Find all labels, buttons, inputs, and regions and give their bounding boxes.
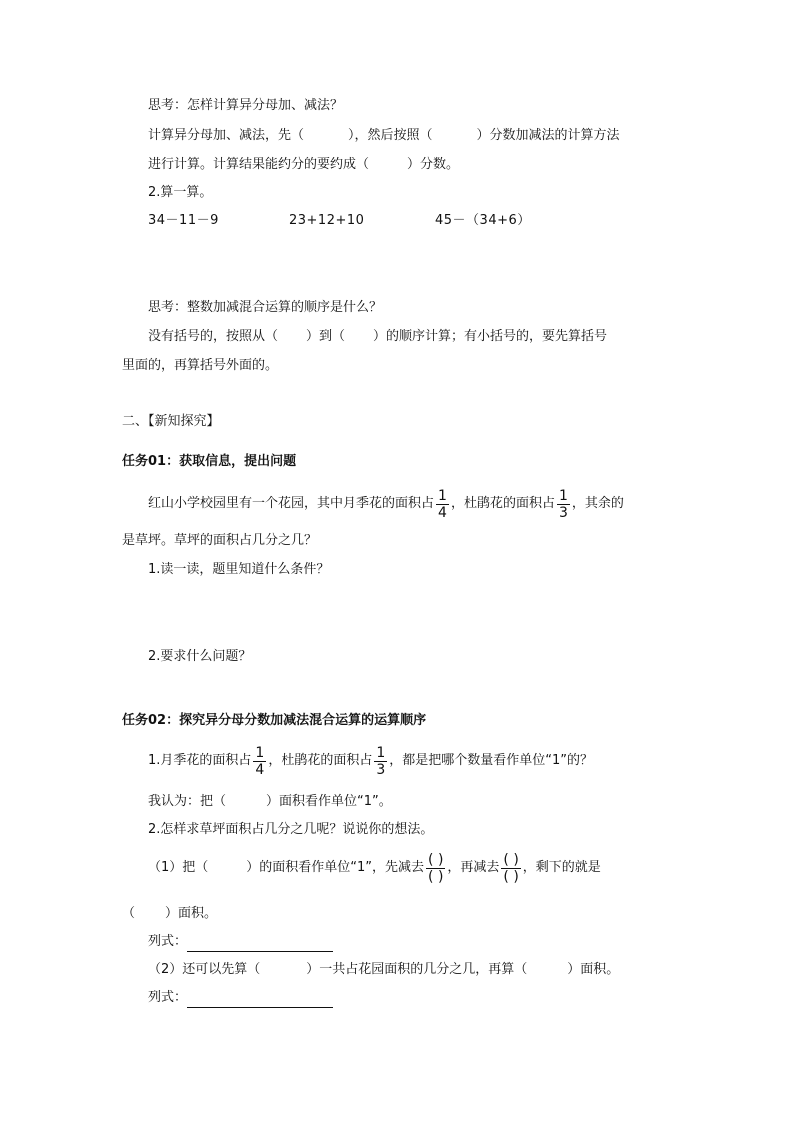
- m1-a: （1）把（: [148, 860, 209, 875]
- m1-c: ，再减去: [447, 860, 500, 875]
- blank-fraction[interactable]: [426, 852, 445, 885]
- fraction-third: [557, 488, 570, 521]
- formula-2: [148, 988, 333, 1008]
- think2-text-a: 没有括号的，按照从（: [148, 329, 279, 344]
- blank-fraction[interactable]: [501, 852, 520, 885]
- task2-q1-c: ，都是把哪个数量看作单位“1”的？: [389, 753, 594, 768]
- m2-b: ）一共占花园面积的几分之几，再算（: [306, 962, 528, 977]
- task2-ans-b: ）面积看作单位“1”。: [266, 794, 392, 809]
- method1-line2: [122, 904, 217, 924]
- think1-line2: [148, 155, 459, 175]
- fraction-numerator: 1: [376, 744, 386, 761]
- task1-q1: 1.读一读，题里知道什么条件？: [148, 562, 330, 577]
- think2-text-c: ）的顺序计算；有小括号的，要先算括号: [373, 329, 608, 344]
- fraction-quarter: [253, 745, 266, 778]
- blank-denominator: ( ): [503, 868, 519, 885]
- fraction-denominator: 4: [255, 761, 265, 778]
- m1-e: （: [122, 906, 136, 921]
- think1-text-b: ），然后按照（: [348, 128, 433, 143]
- blank-denominator: ( ): [428, 868, 444, 885]
- m1-d: ，剩下的就是: [522, 860, 601, 875]
- method2-line: [148, 960, 619, 980]
- think2-title: 思考：整数加减混合运算的顺序是什么？: [148, 300, 383, 315]
- m1-f: ）面积。: [165, 906, 218, 921]
- task2-q2: 2.怎样求草坪面积占几分之几呢？说说你的想法。: [148, 822, 434, 837]
- think2-line1: [148, 327, 607, 347]
- task2-answer: [148, 792, 392, 812]
- expr-2: 23+12+10: [289, 213, 365, 228]
- task2-q1-a: 1.月季花的面积占: [148, 753, 252, 768]
- formula-1: [148, 932, 333, 952]
- think2-line2: 里面的，再算括号外面的。: [122, 358, 279, 373]
- task1-text-line2: 是草坪。草坪的面积占几分之几？: [122, 533, 318, 548]
- task2-title: 任务02：探究异分母分数加减法混合运算的运算顺序: [122, 713, 427, 728]
- fraction-denominator: 3: [558, 504, 568, 521]
- blank-numerator: ( ): [428, 851, 444, 868]
- task1-title: 任务01：获取信息，提出问题: [122, 454, 297, 469]
- task1-text: [148, 484, 624, 524]
- think1-title: 思考：怎样计算异分母加、减法？: [148, 98, 344, 113]
- task2-q1-b: ，杜鹃花的面积占: [268, 753, 373, 768]
- think1-text-e: ）分数。: [407, 157, 460, 172]
- think1-text-d: 进行计算。计算结果能约分的要约成（: [148, 157, 370, 172]
- q2-title: 2.算一算。: [148, 185, 213, 200]
- task2-ans-a: 我认为：把（: [148, 794, 227, 809]
- think2-text-b: ）到（: [306, 329, 346, 344]
- fraction-denominator: 3: [376, 761, 386, 778]
- think1-text-a: 计算异分母加、减法，先（: [148, 128, 305, 143]
- formula-label: 列式：: [148, 934, 188, 949]
- blank-numerator: ( ): [503, 851, 519, 868]
- m2-a: （2）还可以先算（: [148, 962, 261, 977]
- think1-line1: [148, 126, 620, 146]
- fraction-third: [374, 745, 387, 778]
- fraction-numerator: 1: [558, 487, 568, 504]
- m1-b: ）的面积看作单位“1”，先减去: [246, 860, 425, 875]
- task2-q1: [148, 741, 593, 781]
- task1-text-b: ，杜鹃花的面积占: [450, 496, 555, 511]
- formula-label: 列式：: [148, 990, 188, 1005]
- formula-answer-line[interactable]: [187, 939, 333, 952]
- fraction-quarter: [436, 488, 449, 521]
- task1-q2: 2.要求什么问题？: [148, 649, 252, 664]
- task1-text-c: ，其余的: [571, 496, 624, 511]
- expr-3: 45－（34+6）: [435, 213, 531, 228]
- fraction-numerator: 1: [255, 744, 265, 761]
- section2-heading: 二、【新知探究】: [122, 414, 220, 429]
- think1-text-c: ）分数加减法的计算方法: [476, 128, 620, 143]
- m2-c: ）面积。: [567, 962, 620, 977]
- fraction-numerator: 1: [438, 487, 447, 504]
- fraction-denominator: 4: [438, 504, 447, 521]
- expr-1: 34－11－9: [148, 213, 219, 228]
- task1-text-a: 红山小学校园里有一个花园，其中月季花的面积占: [148, 496, 435, 511]
- formula-answer-line[interactable]: [187, 995, 333, 1008]
- method1-line1: [148, 848, 601, 888]
